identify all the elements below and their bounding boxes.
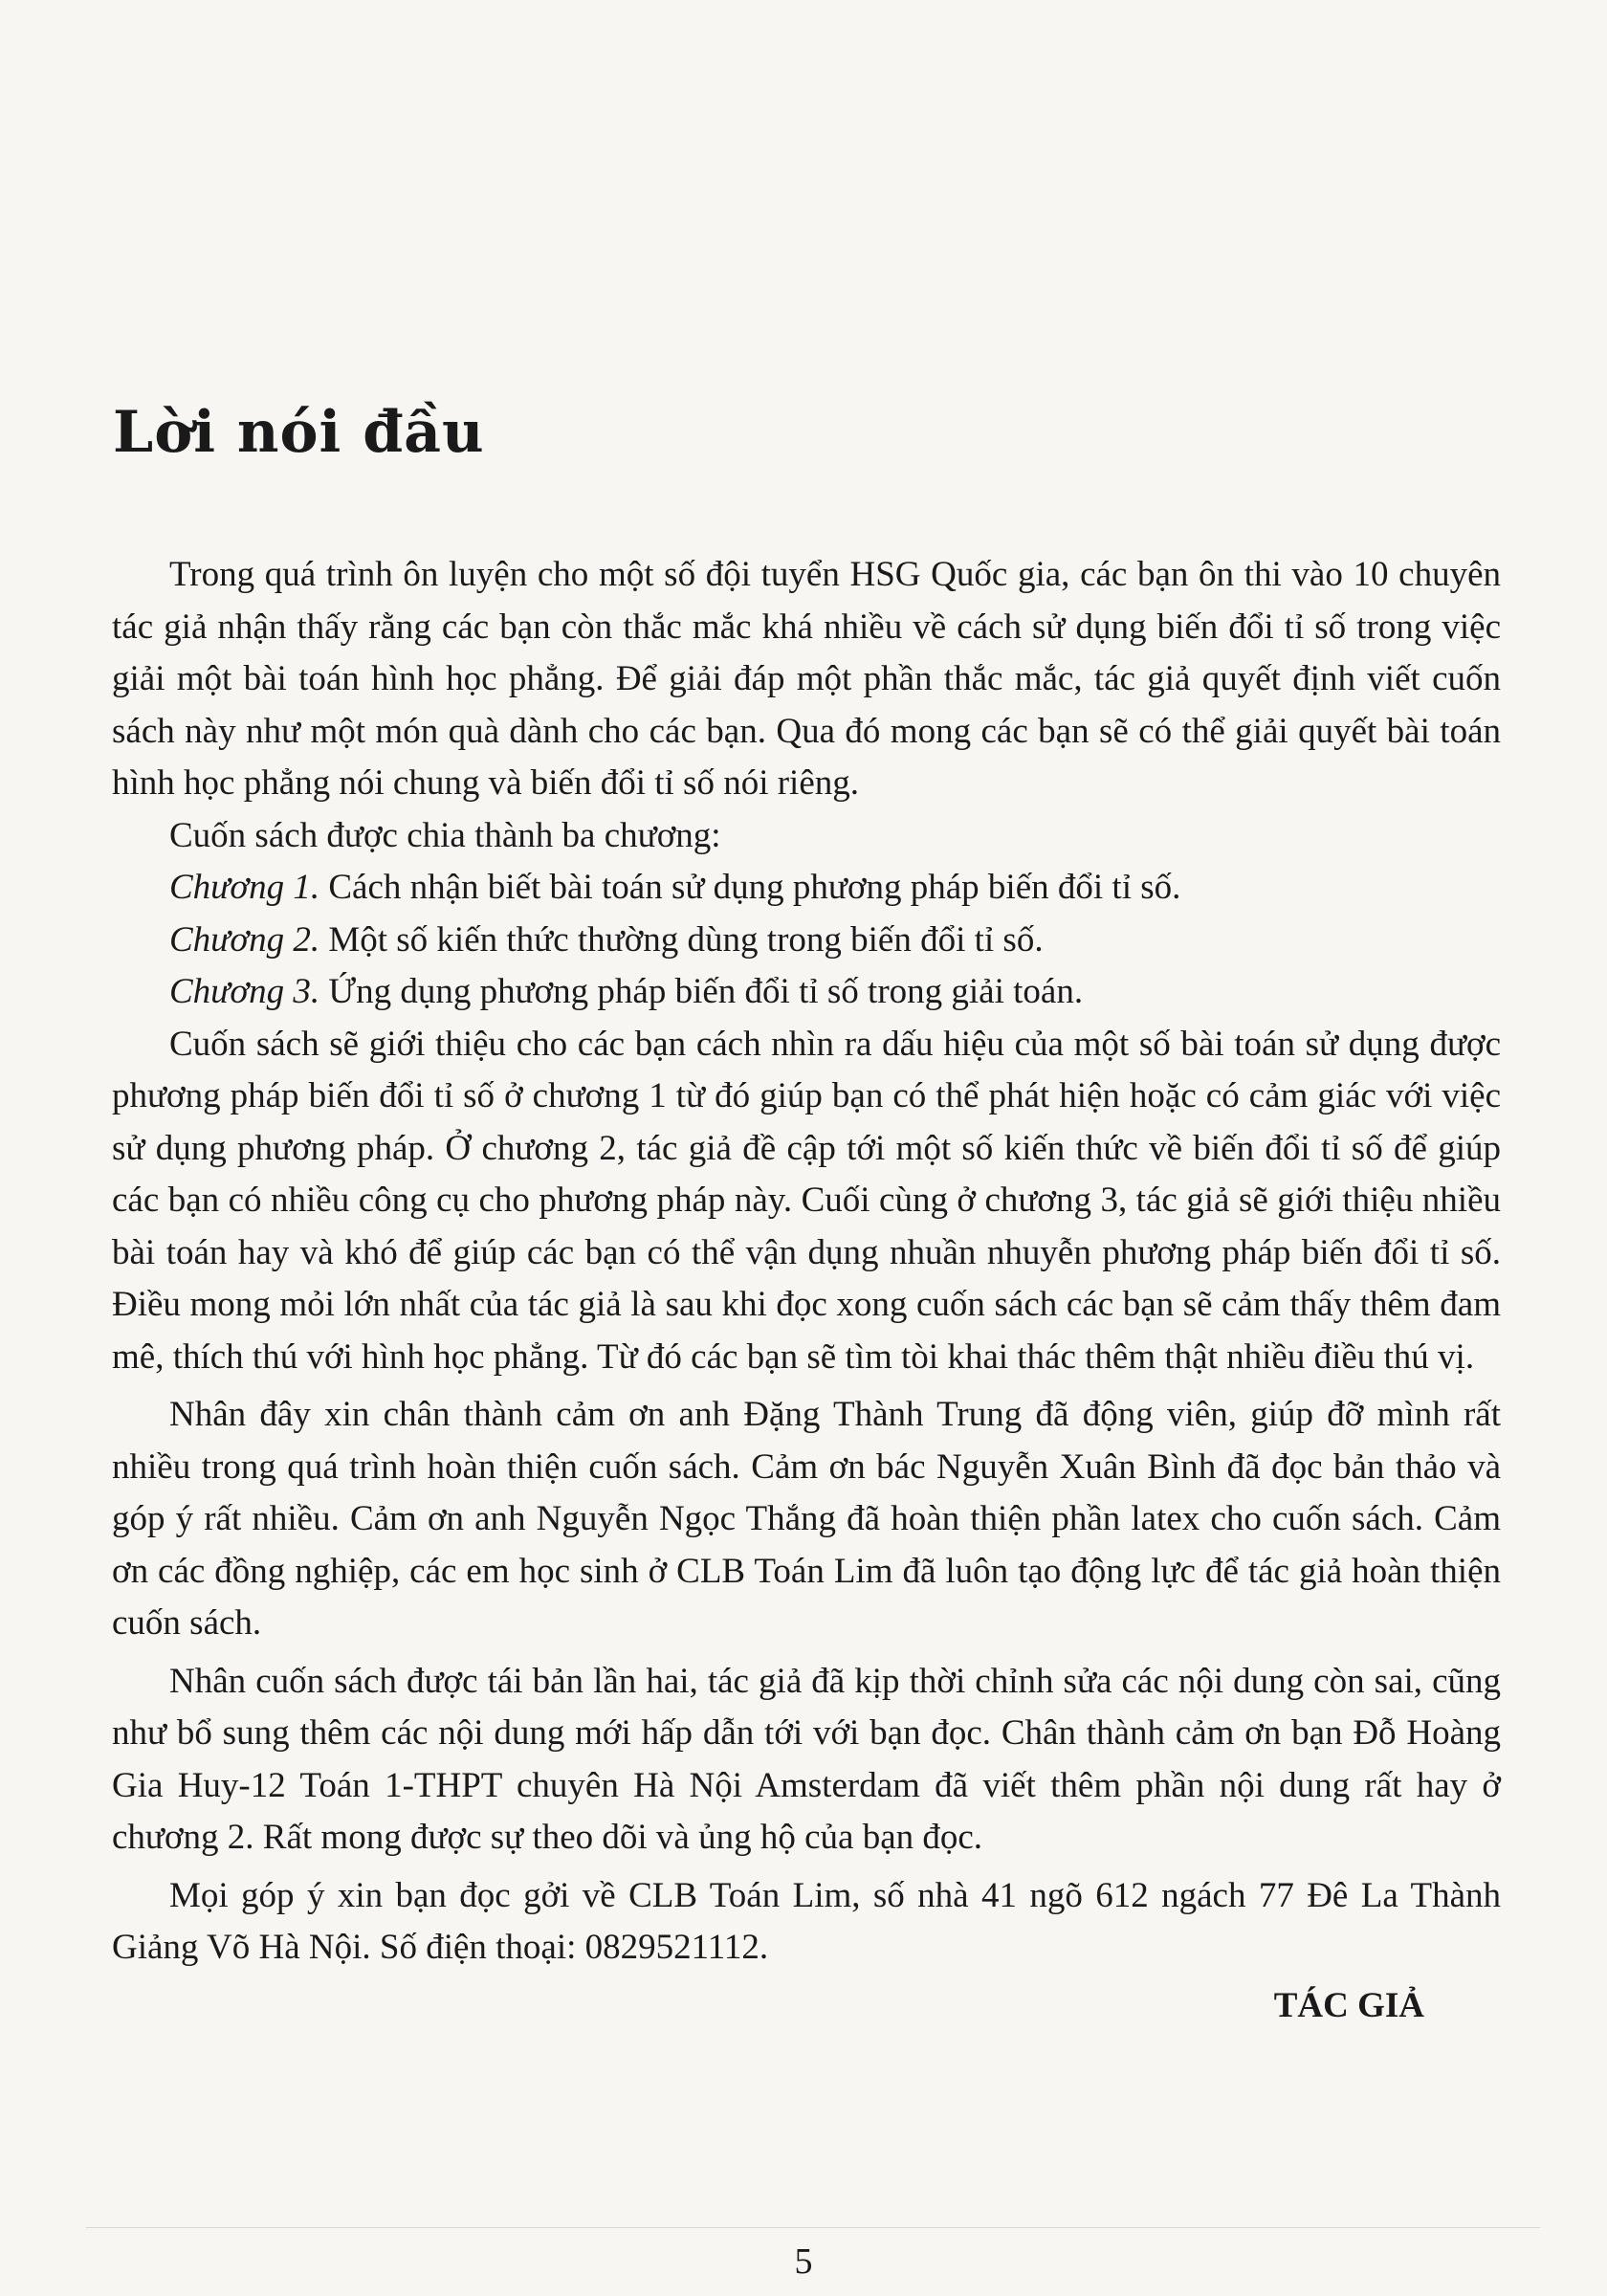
paragraph-acknowledgements: Nhân đây xin chân thành cảm ơn anh Đặng Thành Trung đã động viên, giúp đỡ mình rất nhiều trong quá trình hoàn thiện cuốn sách. Cảm ơn bác Nguyễn Xuân Bình đã đọc bản thảo và góp ý rất nhiều. Cảm ơn anh Nguyễn Ngọc Thắng đã hoàn thiện phần latex cho cuốn sách. Cảm ơn các đồng nghiệp, các em học sinh ở CLB Toán Lim đã luôn tạo động lực để tác giả hoàn thiện cuốn sách. xyxy=(112,1395,1501,1643)
author-signature: TÁC GIẢ xyxy=(1273,1985,1424,2025)
chapter-description: Ứng dụng phương pháp biến đổi tỉ số trong giải toán. xyxy=(328,972,1084,1011)
page-number: 5 xyxy=(794,2241,813,2282)
chapter-description: Một số kiến thức thường dùng trong biến đổi tỉ số. xyxy=(328,919,1044,960)
page-title: Lời nói đầu xyxy=(113,399,485,466)
chapter-description: Cách nhận biết bài toán sử dụng phương pháp biến đổi tỉ số. xyxy=(328,868,1181,907)
preface-body xyxy=(112,549,1501,2032)
chapter-label: Chương 1. xyxy=(169,868,320,907)
chapter-line-2 xyxy=(112,915,1501,967)
paragraph-chapters-intro: Cuốn sách được chia thành ba chương: xyxy=(169,815,721,855)
paragraph-contact: Mọi góp ý xin bạn đọc gởi về CLB Toán Lim, số nhà 41 ngõ 612 ngách 77 Đê La Thành Giảng Võ Hà Nội. Số điện thoại: 0829521112. xyxy=(112,1875,1501,1967)
chapter-line-1 xyxy=(112,862,1501,915)
footer-divider xyxy=(86,2227,1540,2228)
paragraph-book-overview: Cuốn sách sẽ giới thiệu cho các bạn cách nhìn ra dấu hiệu của một số bài toán sử dụng được phương pháp biến đổi tỉ số ở chương 1 từ đó giúp bạn có thể phát hiện hoặc có cảm giác với việc sử dụng phương pháp. Ở chương 2, tác giả đề cập tới một số kiến thức về biến đổi tỉ số để giúp các bạn có nhiều công cụ cho phương pháp này. Cuối cùng ở chương 3, tác giả sẽ giới thiệu nhiều bài toán hay và khó để giúp các bạn có thể vận dụng nhuần nhuyễn phương pháp biến đổi tỉ số. Điều mong mỏi lớn nhất của tác giả là sau khi đọc xong cuốn sách các bạn sẽ cảm thấy thêm đam mê, thích thú với hình học phẳng. Từ đó các bạn sẽ tìm tòi khai thác thêm thật nhiều điều thú vị. xyxy=(112,1024,1501,1377)
chapter-label: Chương 3. xyxy=(169,972,320,1011)
paragraph-second-edition: Nhân cuốn sách được tái bản lần hai, tác giả đã kịp thời chỉnh sửa các nội dung còn sai, cũng như bổ sung thêm các nội dung mới hấp dẫn tới với bạn đọc. Chân thành cảm ơn bạn Đỗ Hoàng Gia Huy-12 Toán 1-THPT chuyên Hà Nội Amsterdam đã viết thêm phần nội dung rất hay ở chương 2. Rất mong được sự theo dõi và ủng hộ của bạn đọc. xyxy=(112,1661,1501,1857)
chapter-line-3 xyxy=(112,966,1501,1019)
paragraph-intro: Trong quá trình ôn luyện cho một số đội tuyển HSG Quốc gia, các bạn ôn thi vào 10 chuyên tác giả nhận thấy rằng các bạn còn thắc mắc khá nhiều về cách sử dụng biến đổi tỉ số trong việc giải một bài toán hình học phẳng. Để giải đáp một phần thắc mắc, tác giả quyết định viết cuốn sách này như một món quà dành cho các bạn. Qua đó mong các bạn sẽ có thể giải quyết bài toán hình học phẳng nói chung và biến đổi tỉ số nói riêng. xyxy=(112,555,1501,803)
chapter-label: Chương 2. xyxy=(169,919,320,960)
